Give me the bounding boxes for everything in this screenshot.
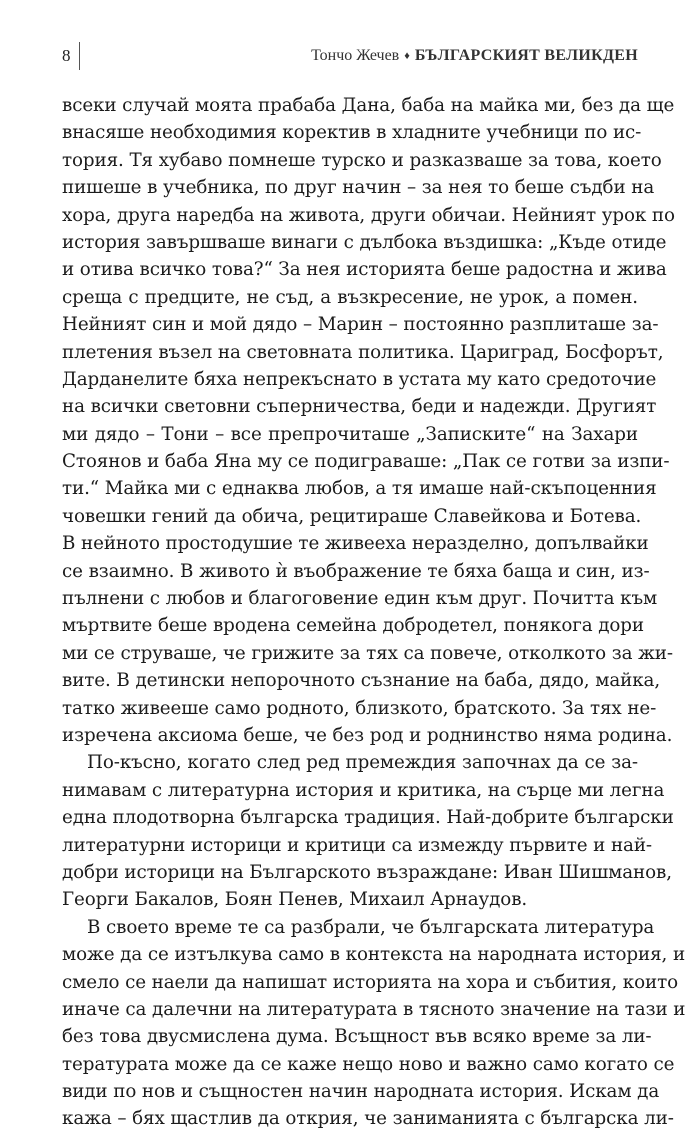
- text-line: види по нов и същностен начин народната история. Искам да: [62, 1081, 660, 1103]
- running-head: [311, 47, 638, 65]
- text-line: Стоянов и баба Яна му се подиграваше: „Пак се готви за изпи-: [62, 451, 670, 473]
- text-line: В своето време те са разбрали, че българската литература: [87, 916, 655, 938]
- text-line: мъртвите беше вродена семейна добродетел, понякога дори: [62, 615, 644, 637]
- text-line: внасяше необходимия коректив в хладните учебници по ис-: [62, 122, 642, 144]
- text-line: вите. В детински непорочното съзнание на баба, дядо, майка,: [62, 670, 661, 692]
- diamond-icon: ♦: [404, 50, 410, 62]
- body-text: [62, 92, 686, 1133]
- text-line: среща с предците, не съд, а възкресение, не урок, а помен.: [62, 286, 638, 308]
- text-line: пишеше в учебника, по друг начин – за нея то беше съдби на: [62, 177, 655, 199]
- text-line: човешки гений да обича, рецитираше Славейкова и Ботева.: [62, 505, 642, 527]
- text-line: Нейният син и мой дядо – Марин – постоянно разплиташе за-: [62, 314, 659, 336]
- text-line: смело се наели да напишат историята на хора и събития, които: [62, 971, 678, 993]
- text-line: татко живееше само родното, близкото, братското. За тях не-: [62, 697, 657, 719]
- text-line: иначе са далечни на литературата в тясното значение на тази и: [62, 998, 686, 1020]
- text-line: хора, друга наредба на живота, други обичаи. Нейният урок по: [62, 204, 675, 226]
- text-line: плетения възел на световната политика. Цариград, Босфорът,: [62, 341, 664, 363]
- text-line: Дарданелите бяха непрекъснато в устата му като средоточие: [62, 368, 657, 390]
- text-line: ми се струваше, че грижите за тях са повече, отколкото за жи-: [62, 642, 673, 664]
- text-line: ти.“ Майка ми с еднаква любов, а тя имаше най-скъпоценния: [62, 478, 657, 500]
- text-line: По-късно, когато след ред премеждия започнах да се за-: [87, 752, 638, 774]
- text-line: история завършваше винаги с дълбока въздишка: „Къде отиде: [62, 231, 667, 253]
- text-line: добри историци на Българското възраждане: Иван Шишманов,: [62, 861, 672, 883]
- running-header: [62, 36, 638, 76]
- text-line: без това двусмислена дума. Всъщност във всяко време за ли-: [62, 1026, 652, 1048]
- text-line: се взаимно. В живото ѝ въображение те бяха баща и син, из-: [62, 560, 650, 582]
- book-title: БЪЛГАРСКИЯТ ВЕЛИКДЕН: [414, 47, 638, 64]
- text-line: на всички световни съперничества, беди и надежди. Другият: [62, 396, 657, 418]
- page-number-block: [62, 42, 80, 70]
- page-number: 8: [62, 46, 71, 65]
- author-name: Тончо Жечев: [311, 47, 400, 64]
- text-line: тературата може да се каже нещо ново и важно само когато се: [62, 1053, 675, 1075]
- text-line: пълнени с любов и благоговение един към друг. Почитта към: [62, 588, 658, 610]
- text-line: и отива всичко това?“ За нея историята беше радостна и жива: [62, 259, 667, 281]
- text-line: тория. Тя хубаво помнеше турско и разказваше за това, което: [62, 149, 662, 171]
- text-line: кажа – бях щастлив да открия, че заниманията с българска ли-: [62, 1108, 674, 1130]
- text-line: нимавам с литературна история и критика, на сърце ми легна: [62, 779, 665, 801]
- header-divider: [79, 42, 80, 70]
- text-line: една плодотворна българска традиция. Най-добрите български: [62, 807, 674, 829]
- text-line: литературни историци и критици са измежду първите и най-: [62, 834, 652, 856]
- text-line: изречена аксиома беше, че без род и роднинство няма родина.: [62, 724, 673, 746]
- text-line: Георги Бакалов, Боян Пенев, Михаил Арнаудов.: [62, 889, 528, 911]
- text-line: ми дядо – Тони – все препрочиташе „Записките“ на Захари: [62, 423, 638, 445]
- text-line: В нейното простодушие те живееха неразделно, допълвайки: [62, 533, 649, 555]
- text-line: може да се изтълкува само в контекста на народната история, и: [62, 944, 686, 966]
- text-line: всеки случай моята прабаба Дана, баба на майка ми, без да ще: [62, 95, 675, 116]
